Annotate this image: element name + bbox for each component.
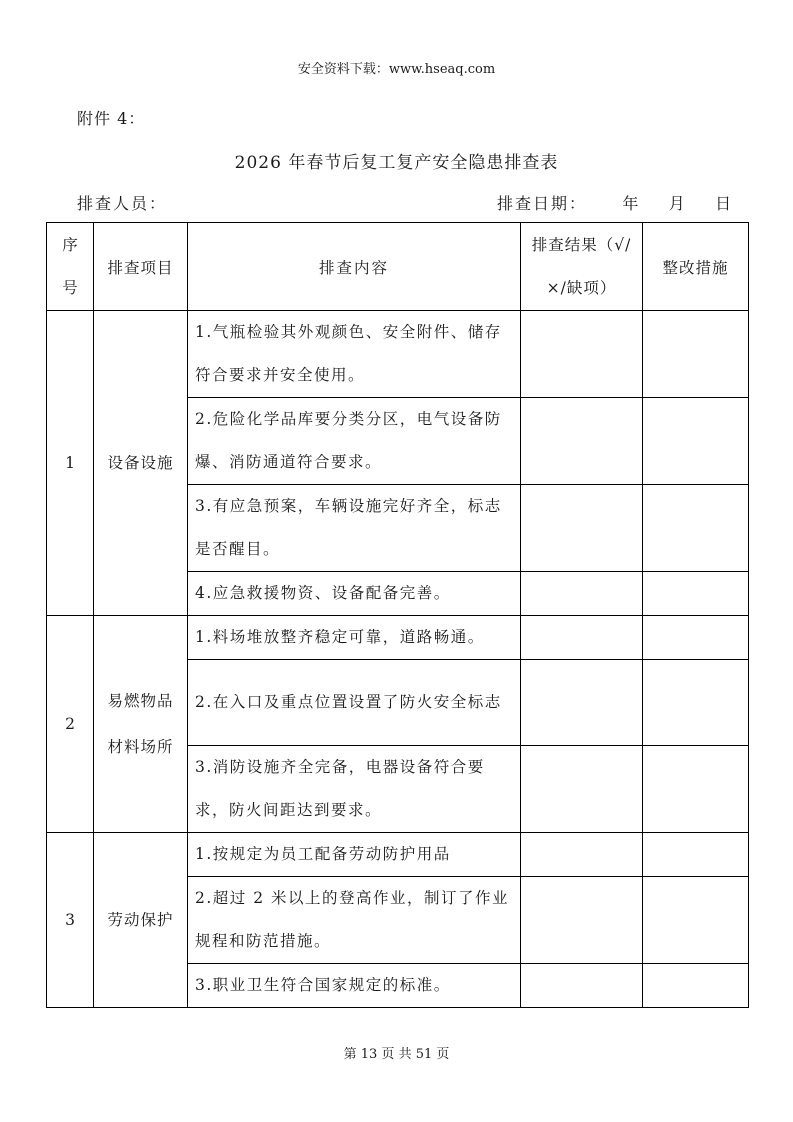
page-number: 第 13 页 共 51 页 (343, 1047, 450, 1062)
header-item: 排查项目 (94, 223, 188, 311)
date-label: 排查日期： 年 月 日 (497, 194, 734, 213)
rectify-cell[interactable] (643, 964, 749, 1008)
table-row (47, 616, 749, 660)
rectify-cell[interactable] (643, 485, 749, 572)
document-title: 2026 年春节后复工复产安全隐患排查表 (234, 153, 559, 173)
check-content: 3.有应急预案，车辆设施完好齐全，标志是否醒目。 (188, 485, 521, 572)
result-cell[interactable] (521, 572, 643, 616)
header-content: 排查内容 (188, 223, 521, 311)
rectify-cell[interactable] (643, 311, 749, 398)
check-content: 2.超过 2 米以上的登高作业，制订了作业规程和防范措施。 (188, 877, 521, 964)
check-content: 1.按规定为员工配备劳动防护用品 (188, 833, 521, 877)
rectify-cell[interactable] (643, 572, 749, 616)
header-no: 序号 (47, 223, 94, 311)
check-content: 1.气瓶检验其外观颜色、安全附件、储存符合要求并安全使用。 (188, 311, 521, 398)
rectify-cell[interactable] (643, 833, 749, 877)
row-number: 3 (47, 833, 94, 1008)
check-content: 2.危险化学品库要分类分区，电气设备防爆、消防通道符合要求。 (188, 398, 521, 485)
header-result: 排查结果（√/×/缺项） (521, 223, 643, 311)
rectify-cell[interactable] (643, 877, 749, 964)
check-item: 易燃物品材料场所 (94, 616, 188, 833)
site-header: 安全资料下载：www.hseaq.com (297, 62, 496, 77)
result-cell[interactable] (521, 964, 643, 1008)
check-content: 1.料场堆放整齐稳定可靠，道路畅通。 (188, 616, 521, 660)
check-item: 劳动保护 (94, 833, 188, 1008)
result-cell[interactable] (521, 485, 643, 572)
result-cell[interactable] (521, 616, 643, 660)
inspection-table (46, 222, 749, 1008)
result-cell[interactable] (521, 660, 643, 746)
table-header-row (47, 223, 749, 311)
rectify-cell[interactable] (643, 398, 749, 485)
check-content: 3.职业卫生符合国家规定的标准。 (188, 964, 521, 1008)
inspector-label: 排查人员： (77, 194, 168, 213)
attachment-label: 附件 4： (77, 109, 146, 128)
rectify-cell[interactable] (643, 660, 749, 746)
check-content: 2.在入口及重点位置设置了防火安全标志 (188, 660, 521, 746)
result-cell[interactable] (521, 833, 643, 877)
check-content: 4.应急救援物资、设备配备完善。 (188, 572, 521, 616)
header-rectify: 整改措施 (643, 223, 749, 311)
result-cell[interactable] (521, 746, 643, 833)
rectify-cell[interactable] (643, 616, 749, 660)
result-cell[interactable] (521, 311, 643, 398)
result-cell[interactable] (521, 398, 643, 485)
check-item: 设备设施 (94, 311, 188, 616)
table-row (47, 833, 749, 877)
result-cell[interactable] (521, 877, 643, 964)
table-row (47, 311, 749, 398)
rectify-cell[interactable] (643, 746, 749, 833)
row-number: 1 (47, 311, 94, 616)
row-number: 2 (47, 616, 94, 833)
check-content: 3.消防设施齐全完备，电器设备符合要求，防火间距达到要求。 (188, 746, 521, 833)
